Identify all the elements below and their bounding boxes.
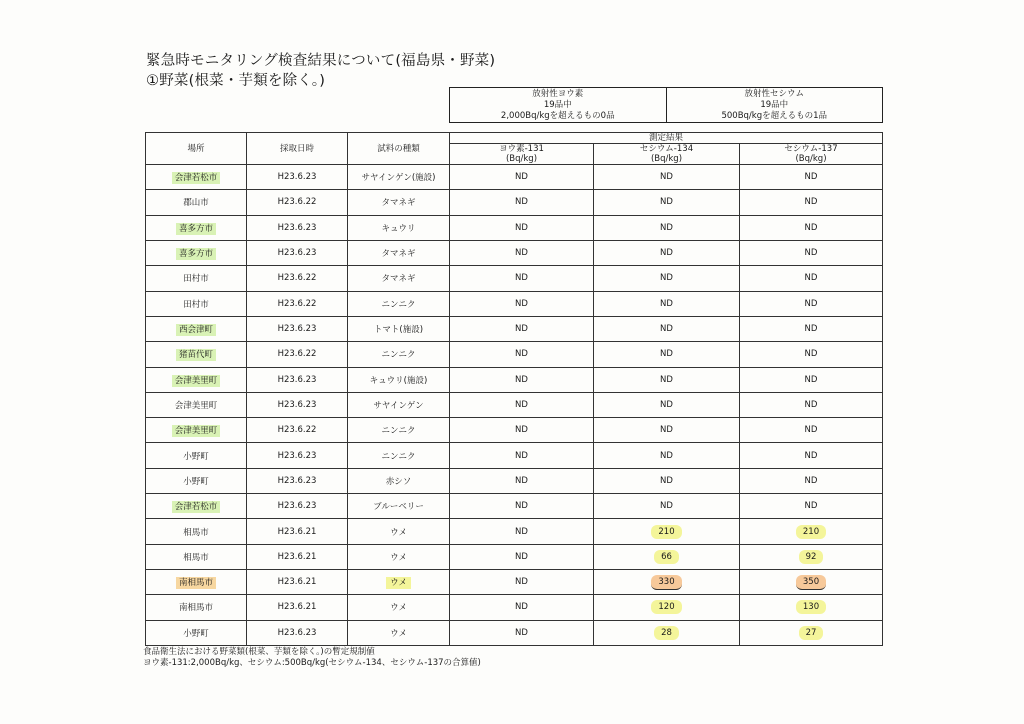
page-subtitle: ①野菜(根菜・芋類を除く。): [146, 73, 326, 89]
cell-cs137: [740, 544, 883, 569]
cell-sample: [348, 595, 450, 620]
cell-cs134-text: ND: [660, 248, 673, 259]
cell-date-text: H23.6.22: [277, 298, 317, 309]
header-cs137-label: セシウム-137: [784, 144, 838, 154]
cell-cs137: [740, 443, 883, 468]
cell-date: [247, 190, 348, 215]
cell-cs134-text: ND: [660, 273, 673, 284]
table-row: [146, 519, 883, 544]
cell-date: [247, 544, 348, 569]
cell-sample: [348, 494, 450, 519]
cell-i131-text: ND: [515, 324, 528, 335]
cell-i131-text: ND: [515, 248, 528, 259]
cell-i131: [450, 595, 594, 620]
cell-cs134-text: ND: [660, 172, 673, 183]
table-row: [146, 443, 883, 468]
cell-place-text: 相馬市: [183, 527, 209, 538]
cell-i131: [450, 165, 594, 190]
cell-cs134-text: ND: [660, 324, 673, 335]
cell-cs134-text: 28: [654, 626, 679, 640]
cell-sample: [348, 316, 450, 341]
cell-cs137-text: 27: [799, 626, 824, 640]
cell-cs134-text: ND: [660, 197, 673, 208]
cell-date-text: H23.6.23: [277, 450, 317, 461]
cell-i131-text: ND: [515, 627, 528, 638]
cell-i131-text: ND: [515, 349, 528, 360]
cell-sample: [348, 443, 450, 468]
cell-sample: [348, 570, 450, 595]
cell-sample: [348, 240, 450, 265]
cell-place: [146, 165, 247, 190]
summary-cesium-count: 19品中: [760, 100, 789, 110]
cell-date: [247, 570, 348, 595]
cell-i131: [450, 266, 594, 291]
cell-date: [247, 291, 348, 316]
table-row: [146, 266, 883, 291]
cell-cs134: [594, 342, 740, 367]
header-place: 場所: [146, 133, 247, 165]
cell-place-text: 郡山市: [183, 198, 209, 209]
cell-place: [146, 494, 247, 519]
cell-cs137: [740, 570, 883, 595]
cell-sample-text: キュウリ(施設): [369, 375, 428, 386]
table-row: [146, 190, 883, 215]
cell-sample-text: ニンニク: [381, 451, 416, 462]
cell-sample: [348, 291, 450, 316]
cell-cs137: [740, 240, 883, 265]
cell-cs137: [740, 367, 883, 392]
cell-cs137: [740, 392, 883, 417]
cell-place-text: 西会津町: [176, 324, 216, 336]
cell-i131: [450, 342, 594, 367]
cell-sample-text: 赤シソ: [385, 476, 412, 487]
cell-place: [146, 418, 247, 443]
table-row: [146, 165, 883, 190]
cell-date: [247, 620, 348, 645]
cell-cs137: [740, 519, 883, 544]
cell-date: [247, 418, 348, 443]
cell-cs134: [594, 519, 740, 544]
cell-date: [247, 165, 348, 190]
cell-cs137: [740, 316, 883, 341]
table-row: [146, 595, 883, 620]
cell-place: [146, 570, 247, 595]
cell-date: [247, 443, 348, 468]
cell-cs137-text: ND: [804, 273, 818, 284]
cell-i131-text: ND: [515, 551, 528, 562]
cell-place: [146, 240, 247, 265]
table-row: [146, 544, 883, 569]
cell-i131: [450, 215, 594, 240]
cell-place-text: 会津美里町: [172, 375, 221, 387]
cell-cs134-text: ND: [660, 374, 673, 385]
cell-cs134: [594, 443, 740, 468]
header-cs134-label: セシウム-134: [639, 144, 694, 154]
cell-date: [247, 240, 348, 265]
cell-cs137: [740, 342, 883, 367]
cell-cs134: [594, 418, 740, 443]
cell-cs137-text: ND: [804, 248, 818, 259]
cell-date-text: H23.6.23: [277, 222, 317, 233]
cell-cs134-text: ND: [660, 450, 673, 461]
cell-sample-text: ウメ: [390, 552, 407, 563]
header-date: 採取日時: [247, 133, 348, 165]
cell-cs134: [594, 240, 740, 265]
cell-date-text: H23.6.23: [277, 374, 317, 385]
summary-cesium-name: 放射性セシウム: [744, 89, 804, 99]
cell-sample-text: ウメ: [390, 628, 407, 639]
table-row: [146, 620, 883, 645]
cell-place: [146, 291, 247, 316]
cell-sample: [348, 367, 450, 392]
header-cs137-unit: (Bq/kg): [795, 154, 827, 164]
table-row: [146, 570, 883, 595]
cell-cs134: [594, 165, 740, 190]
cell-place-text: 田村市: [183, 299, 209, 310]
cell-place-text: 小野町: [183, 476, 209, 487]
cell-date-text: H23.6.22: [277, 197, 317, 208]
cell-i131-text: ND: [515, 475, 528, 486]
footer-note-1: 食品衛生法における野菜類(根菜、芋類を除く。)の暫定規制値: [143, 647, 375, 657]
cell-i131: [450, 316, 594, 341]
cell-i131: [450, 291, 594, 316]
header-i131-label: ヨウ素-131: [499, 144, 544, 154]
cell-sample: [348, 468, 450, 493]
cell-cs134: [594, 468, 740, 493]
cell-cs134: [594, 544, 740, 569]
cell-cs134-text: ND: [660, 349, 673, 360]
cell-sample-text: タマネギ: [381, 274, 416, 285]
cell-i131: [450, 494, 594, 519]
cell-cs134: [594, 291, 740, 316]
cell-sample-text: サヤインゲン: [373, 400, 424, 411]
cell-date-text: H23.6.23: [277, 399, 317, 410]
cell-i131: [450, 544, 594, 569]
cell-place-text: 南相馬市: [178, 603, 213, 614]
cell-sample: [348, 342, 450, 367]
cell-sample-text: ウメ: [390, 603, 407, 614]
cell-i131-text: ND: [515, 197, 528, 208]
cell-cs137-text: 350: [796, 575, 826, 590]
cell-cs134-text: ND: [660, 475, 673, 486]
table-row: [146, 367, 883, 392]
summary-box: [449, 87, 883, 123]
header-cs134: [594, 144, 740, 165]
cell-cs134-text: ND: [660, 222, 673, 233]
cell-date-text: H23.6.22: [277, 349, 317, 360]
header-results: 測定結果: [450, 133, 883, 144]
cell-i131-text: ND: [515, 273, 528, 284]
cell-date-text: H23.6.23: [277, 172, 317, 183]
cell-date: [247, 316, 348, 341]
cell-place-text: 小野町: [183, 451, 209, 462]
cell-date: [247, 367, 348, 392]
table-row: [146, 392, 883, 417]
summary-cesium: [666, 88, 883, 122]
cell-i131: [450, 519, 594, 544]
cell-place-text: 喜多方市: [176, 223, 216, 235]
cell-cs137: [740, 595, 883, 620]
cell-cs137-text: ND: [804, 374, 818, 385]
cell-date-text: H23.6.23: [277, 501, 317, 512]
cell-place-text: 会津美里町: [172, 425, 221, 437]
cell-sample-text: タマネギ: [381, 249, 416, 260]
cell-date-text: H23.6.23: [277, 627, 317, 638]
cell-sample-text: ウメ: [390, 527, 407, 538]
cell-place-text: 会津若松市: [172, 172, 221, 184]
cell-i131: [450, 443, 594, 468]
cell-cs134: [594, 595, 740, 620]
cell-place: [146, 595, 247, 620]
cell-sample-text: ブルーベリー: [373, 502, 424, 513]
cell-place: [146, 468, 247, 493]
summary-iodine-note: 2,000Bq/kgを超えるもの0品: [500, 111, 615, 121]
table-row: [146, 418, 883, 443]
cell-cs134-text: 210: [651, 525, 681, 539]
cell-date: [247, 392, 348, 417]
cell-cs137-text: ND: [804, 475, 818, 486]
cell-cs137-text: ND: [804, 425, 818, 436]
cell-cs137-text: 92: [799, 550, 824, 564]
cell-cs137: [740, 190, 883, 215]
cell-sample: [348, 190, 450, 215]
cell-place: [146, 519, 247, 544]
cell-cs137: [740, 468, 883, 493]
cell-cs137: [740, 494, 883, 519]
cell-cs134: [594, 316, 740, 341]
cell-cs137-text: ND: [804, 399, 818, 410]
cell-date: [247, 342, 348, 367]
cell-place: [146, 367, 247, 392]
cell-sample-text: ニンニク: [381, 299, 416, 310]
cell-cs137-text: 210: [796, 525, 826, 539]
cell-place-text: 南相馬市: [176, 577, 216, 589]
cell-date-text: H23.6.22: [277, 273, 317, 284]
cell-cs137: [740, 620, 883, 645]
cell-i131: [450, 190, 594, 215]
summary-iodine-name: 放射性ヨウ素: [532, 89, 584, 99]
header-cs134-unit: (Bq/kg): [650, 154, 683, 164]
cell-sample: [348, 519, 450, 544]
cell-cs137-text: ND: [804, 324, 818, 335]
cell-cs137-text: 130: [796, 600, 826, 614]
header-i131-unit: (Bq/kg): [505, 154, 538, 164]
cell-place: [146, 620, 247, 645]
cell-place-text: 喜多方市: [176, 248, 216, 260]
table-row: [146, 342, 883, 367]
cell-date-text: H23.6.21: [277, 526, 317, 537]
cell-place: [146, 342, 247, 367]
cell-sample: [348, 215, 450, 240]
cell-place-text: 会津若松市: [172, 501, 221, 513]
cell-place: [146, 443, 247, 468]
cell-sample-text: トマト(施設): [373, 325, 424, 336]
cell-cs134-text: ND: [660, 425, 673, 436]
table-row: [146, 316, 883, 341]
cell-date-text: H23.6.23: [277, 475, 317, 486]
table-row: [146, 468, 883, 493]
cell-cs134: [594, 392, 740, 417]
cell-date: [247, 215, 348, 240]
cell-i131: [450, 367, 594, 392]
cell-sample: [348, 266, 450, 291]
cell-cs137: [740, 291, 883, 316]
cell-place-text: 田村市: [183, 274, 209, 285]
cell-i131: [450, 240, 594, 265]
results-table: [145, 132, 883, 646]
summary-cesium-note: 500Bq/kgを超えるもの1品: [721, 111, 828, 121]
cell-sample-text: サヤインゲン(施設): [361, 173, 436, 184]
cell-cs137-text: ND: [804, 450, 818, 461]
cell-sample: [348, 544, 450, 569]
cell-cs137: [740, 165, 883, 190]
cell-i131: [450, 418, 594, 443]
cell-i131-text: ND: [515, 450, 528, 461]
cell-place: [146, 190, 247, 215]
cell-cs134: [594, 494, 740, 519]
cell-sample-text: ニンニク: [381, 426, 416, 437]
cell-place: [146, 544, 247, 569]
cell-cs137: [740, 418, 883, 443]
cell-i131-text: ND: [515, 602, 528, 613]
summary-iodine-count: 19品中: [543, 100, 572, 110]
cell-cs134-text: 120: [651, 600, 681, 614]
cell-i131-text: ND: [515, 374, 528, 385]
cell-cs134-text: ND: [660, 501, 673, 512]
cell-place: [146, 392, 247, 417]
cell-sample-text: ニンニク: [381, 350, 416, 361]
cell-cs137-text: ND: [804, 501, 818, 512]
cell-i131-text: ND: [515, 501, 528, 512]
cell-date-text: H23.6.21: [277, 551, 317, 562]
cell-place: [146, 215, 247, 240]
cell-date: [247, 266, 348, 291]
header-cs137: [740, 144, 883, 165]
cell-cs137-text: ND: [804, 298, 818, 309]
cell-cs134-text: ND: [660, 399, 673, 410]
cell-cs137: [740, 215, 883, 240]
cell-cs134: [594, 570, 740, 595]
cell-cs137-text: ND: [804, 222, 818, 233]
cell-i131-text: ND: [515, 172, 528, 183]
table-row: [146, 215, 883, 240]
cell-cs134: [594, 190, 740, 215]
cell-place-text: 小野町: [183, 628, 209, 639]
cell-i131-text: ND: [515, 222, 528, 233]
cell-date-text: H23.6.21: [277, 577, 317, 588]
cell-i131-text: ND: [515, 399, 528, 410]
cell-sample: [348, 392, 450, 417]
cell-cs134: [594, 266, 740, 291]
cell-place-text: 会津美里町: [174, 400, 218, 411]
page-title: 緊急時モニタリング検査結果について(福島県・野菜): [146, 53, 496, 69]
cell-cs134-text: ND: [660, 298, 673, 309]
cell-date: [247, 595, 348, 620]
cell-date: [247, 519, 348, 544]
cell-cs134-text: 330: [651, 575, 681, 590]
cell-place-text: 相馬市: [183, 552, 209, 563]
header-i131: [450, 144, 594, 165]
cell-date-text: H23.6.23: [277, 324, 317, 335]
cell-place-text: 猪苗代町: [176, 349, 216, 361]
summary-iodine: [450, 88, 666, 122]
cell-sample: [348, 620, 450, 645]
cell-cs137-text: ND: [804, 349, 818, 360]
cell-place: [146, 316, 247, 341]
cell-i131-text: ND: [515, 526, 528, 537]
table-row: [146, 291, 883, 316]
cell-cs134: [594, 620, 740, 645]
cell-i131-text: ND: [515, 298, 528, 309]
cell-sample-text: ウメ: [386, 577, 411, 589]
cell-place: [146, 266, 247, 291]
cell-date: [247, 468, 348, 493]
cell-date: [247, 494, 348, 519]
cell-sample-text: キュウリ: [381, 223, 416, 234]
cell-i131: [450, 468, 594, 493]
footer-note-2: ヨウ素-131:2,000Bq/kg、セシウム:500Bq/kg(セシウム-134、セシウム-137の合算値): [143, 658, 481, 668]
cell-cs134: [594, 367, 740, 392]
cell-cs137: [740, 266, 883, 291]
cell-sample-text: タマネギ: [381, 198, 416, 209]
cell-date-text: H23.6.23: [277, 248, 317, 259]
cell-i131: [450, 570, 594, 595]
cell-sample: [348, 165, 450, 190]
header-sample: 試料の種類: [348, 133, 450, 165]
cell-cs134-text: 66: [654, 550, 679, 564]
cell-cs137-text: ND: [804, 172, 818, 183]
cell-i131: [450, 392, 594, 417]
cell-cs137-text: ND: [804, 197, 818, 208]
cell-sample: [348, 418, 450, 443]
cell-i131-text: ND: [515, 577, 528, 588]
table-row: [146, 240, 883, 265]
cell-cs134: [594, 215, 740, 240]
cell-date-text: H23.6.22: [277, 425, 317, 436]
cell-i131: [450, 620, 594, 645]
table-row: [146, 494, 883, 519]
cell-date-text: H23.6.21: [277, 602, 317, 613]
cell-i131-text: ND: [515, 425, 528, 436]
